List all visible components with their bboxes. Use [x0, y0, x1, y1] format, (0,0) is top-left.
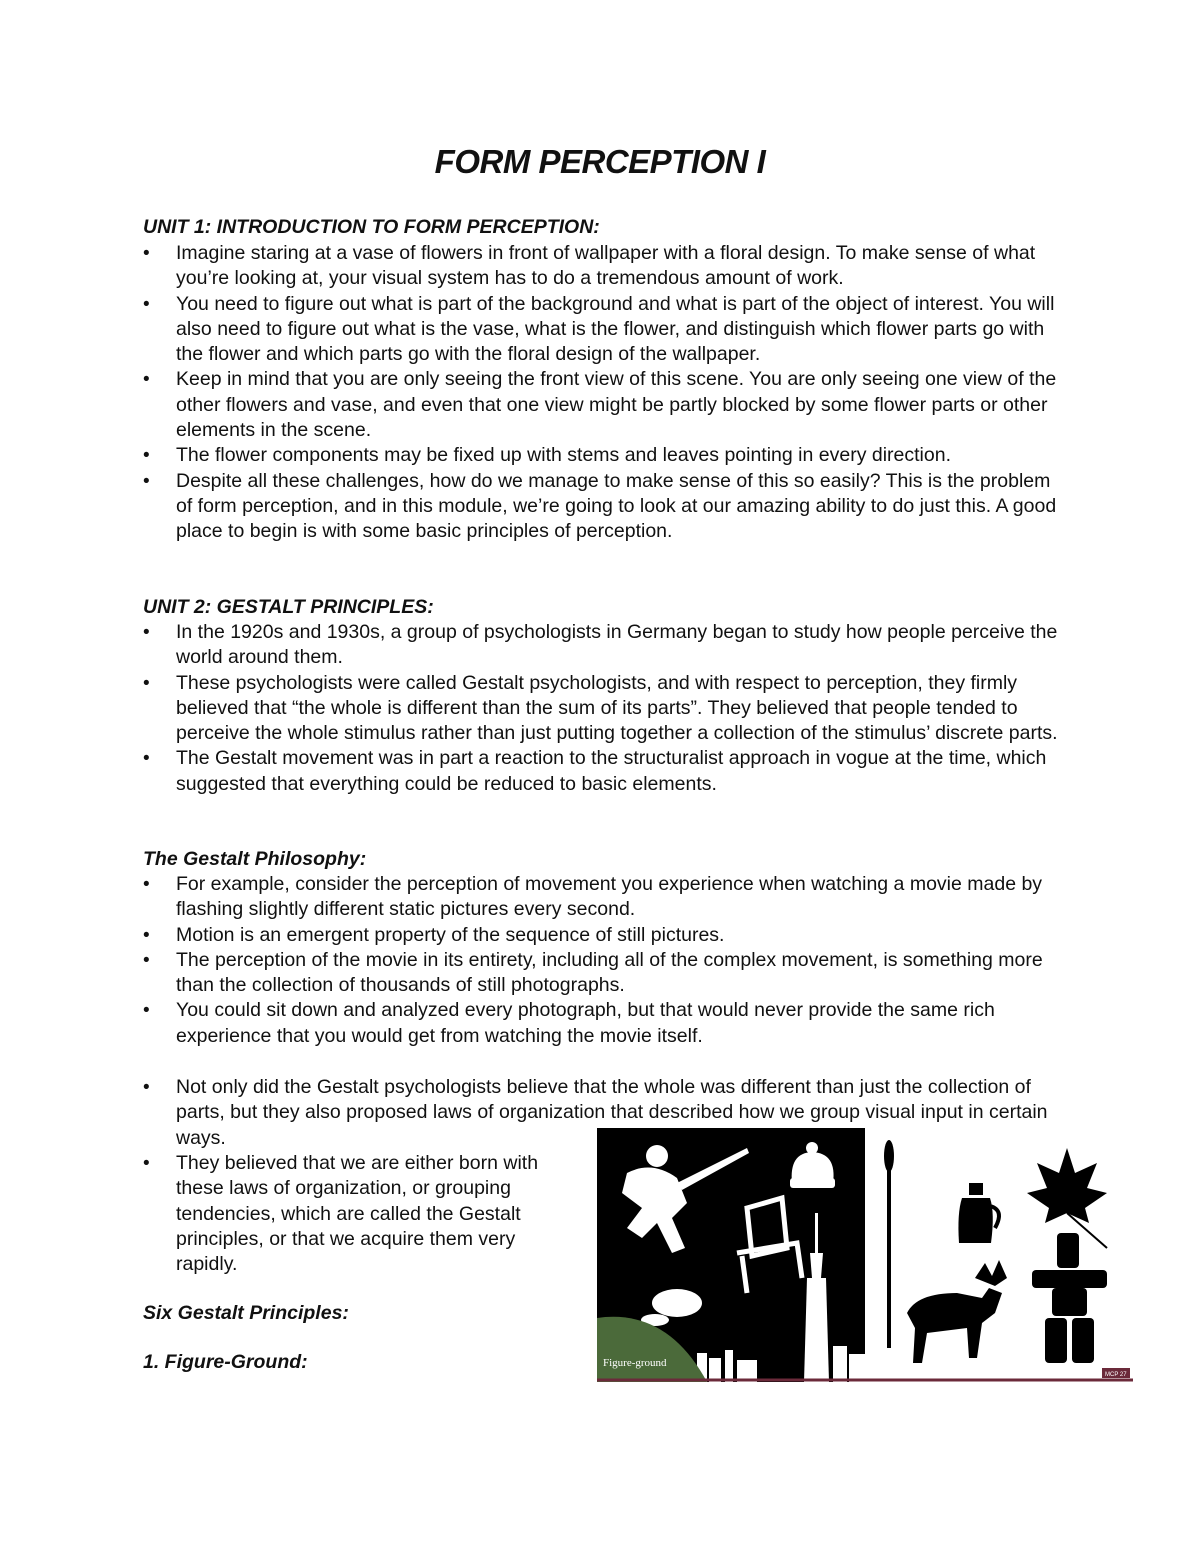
- unit1-heading: UNIT 1: INTRODUCTION TO FORM PERCEPTION:: [143, 216, 600, 238]
- list-item: • Despite all these challenges, how do we manage to make sense of this so easily? This is the problem of form perception, and in this module, we’re going to look at our amazing ability to do just this. A good place to begin is with some basic principles of perception.: [140, 469, 1060, 545]
- list-item: • The Gestalt movement was in part a reaction to the structuralist approach in vogue at the time, which suggested that everything could be reduced to basic elements.: [140, 746, 1060, 797]
- figure-ground-illustration: [597, 1128, 1133, 1382]
- philosophy-heading: The Gestalt Philosophy:: [143, 848, 367, 870]
- unit2-bullet-list: [140, 620, 1060, 797]
- philosophy-bullet-list: [140, 872, 1060, 1049]
- list-item: • The perception of the movie in its entirety, including all of the complex movement, is something more than the collection of thousands of still photographs.: [140, 948, 1060, 999]
- figure-tag: MCP 27: [1105, 1372, 1127, 1378]
- list-item: • The flower components may be fixed up with stems and leaves pointing in every direction.: [140, 443, 1060, 468]
- list-item: • You need to figure out what is part of the background and what is part of the object of interest. You will also need to figure out what is the vase, what is the flower, and distinguish which flower parts go with the flower and which parts go with the floral design of the wallpaper.: [140, 292, 1060, 368]
- figure-label: Figure-ground: [603, 1357, 667, 1369]
- list-item: • These psychologists were called Gestalt psychologists, and with respect to perception, they firmly believed that “the whole is different than the sum of its parts”. They believed that people tended to perceive the whole stimulus rather than just putting together a collection of the stimulus’ discrete parts.: [140, 671, 1060, 747]
- list-item: • In the 1920s and 1930s, a group of psychologists in Germany began to study how people perceive the world around them.: [140, 620, 1060, 671]
- list-item: • They believed that we are either born with these laws of organization, or grouping tendencies, which are called the Gestalt principles, or that we acquire them very rapidly.: [140, 1151, 576, 1277]
- figure-ground-heading: 1. Figure-Ground:: [143, 1351, 308, 1373]
- list-item: • You could sit down and analyzed every photograph, but that would never provide the same rich experience that you would get from watching the movie itself.: [140, 998, 1060, 1049]
- unit1-bullet-list: [140, 241, 1060, 545]
- list-item: • Motion is an emergent property of the sequence of still pictures.: [140, 923, 1060, 948]
- six-principles-heading: Six Gestalt Principles:: [143, 1302, 349, 1324]
- unit2-heading: UNIT 2: GESTALT PRINCIPLES:: [143, 596, 434, 618]
- list-item: • Keep in mind that you are only seeing the front view of this scene. You are only seeing one view of the other flowers and vase, and even that one view might be partly blocked by some flower parts or other elements in the scene.: [140, 367, 1060, 443]
- list-item: • For example, consider the perception of movement you experience when watching a movie made by flashing slightly different static pictures every second.: [140, 872, 1060, 923]
- philosophy-bullet-list-3: [140, 1151, 576, 1277]
- page-title: FORM PERCEPTION I: [434, 143, 766, 180]
- list-item: • Not only did the Gestalt psychologists believe that the whole was different than just the collection of parts, but they also proposed laws of organization that described how we group visual input in certain ways.: [140, 1075, 1060, 1151]
- list-item: • Imagine staring at a vase of flowers in front of wallpaper with a floral design. To make sense of what you’re looking at, your visual system has to do a tremendous amount of work.: [140, 241, 1060, 292]
